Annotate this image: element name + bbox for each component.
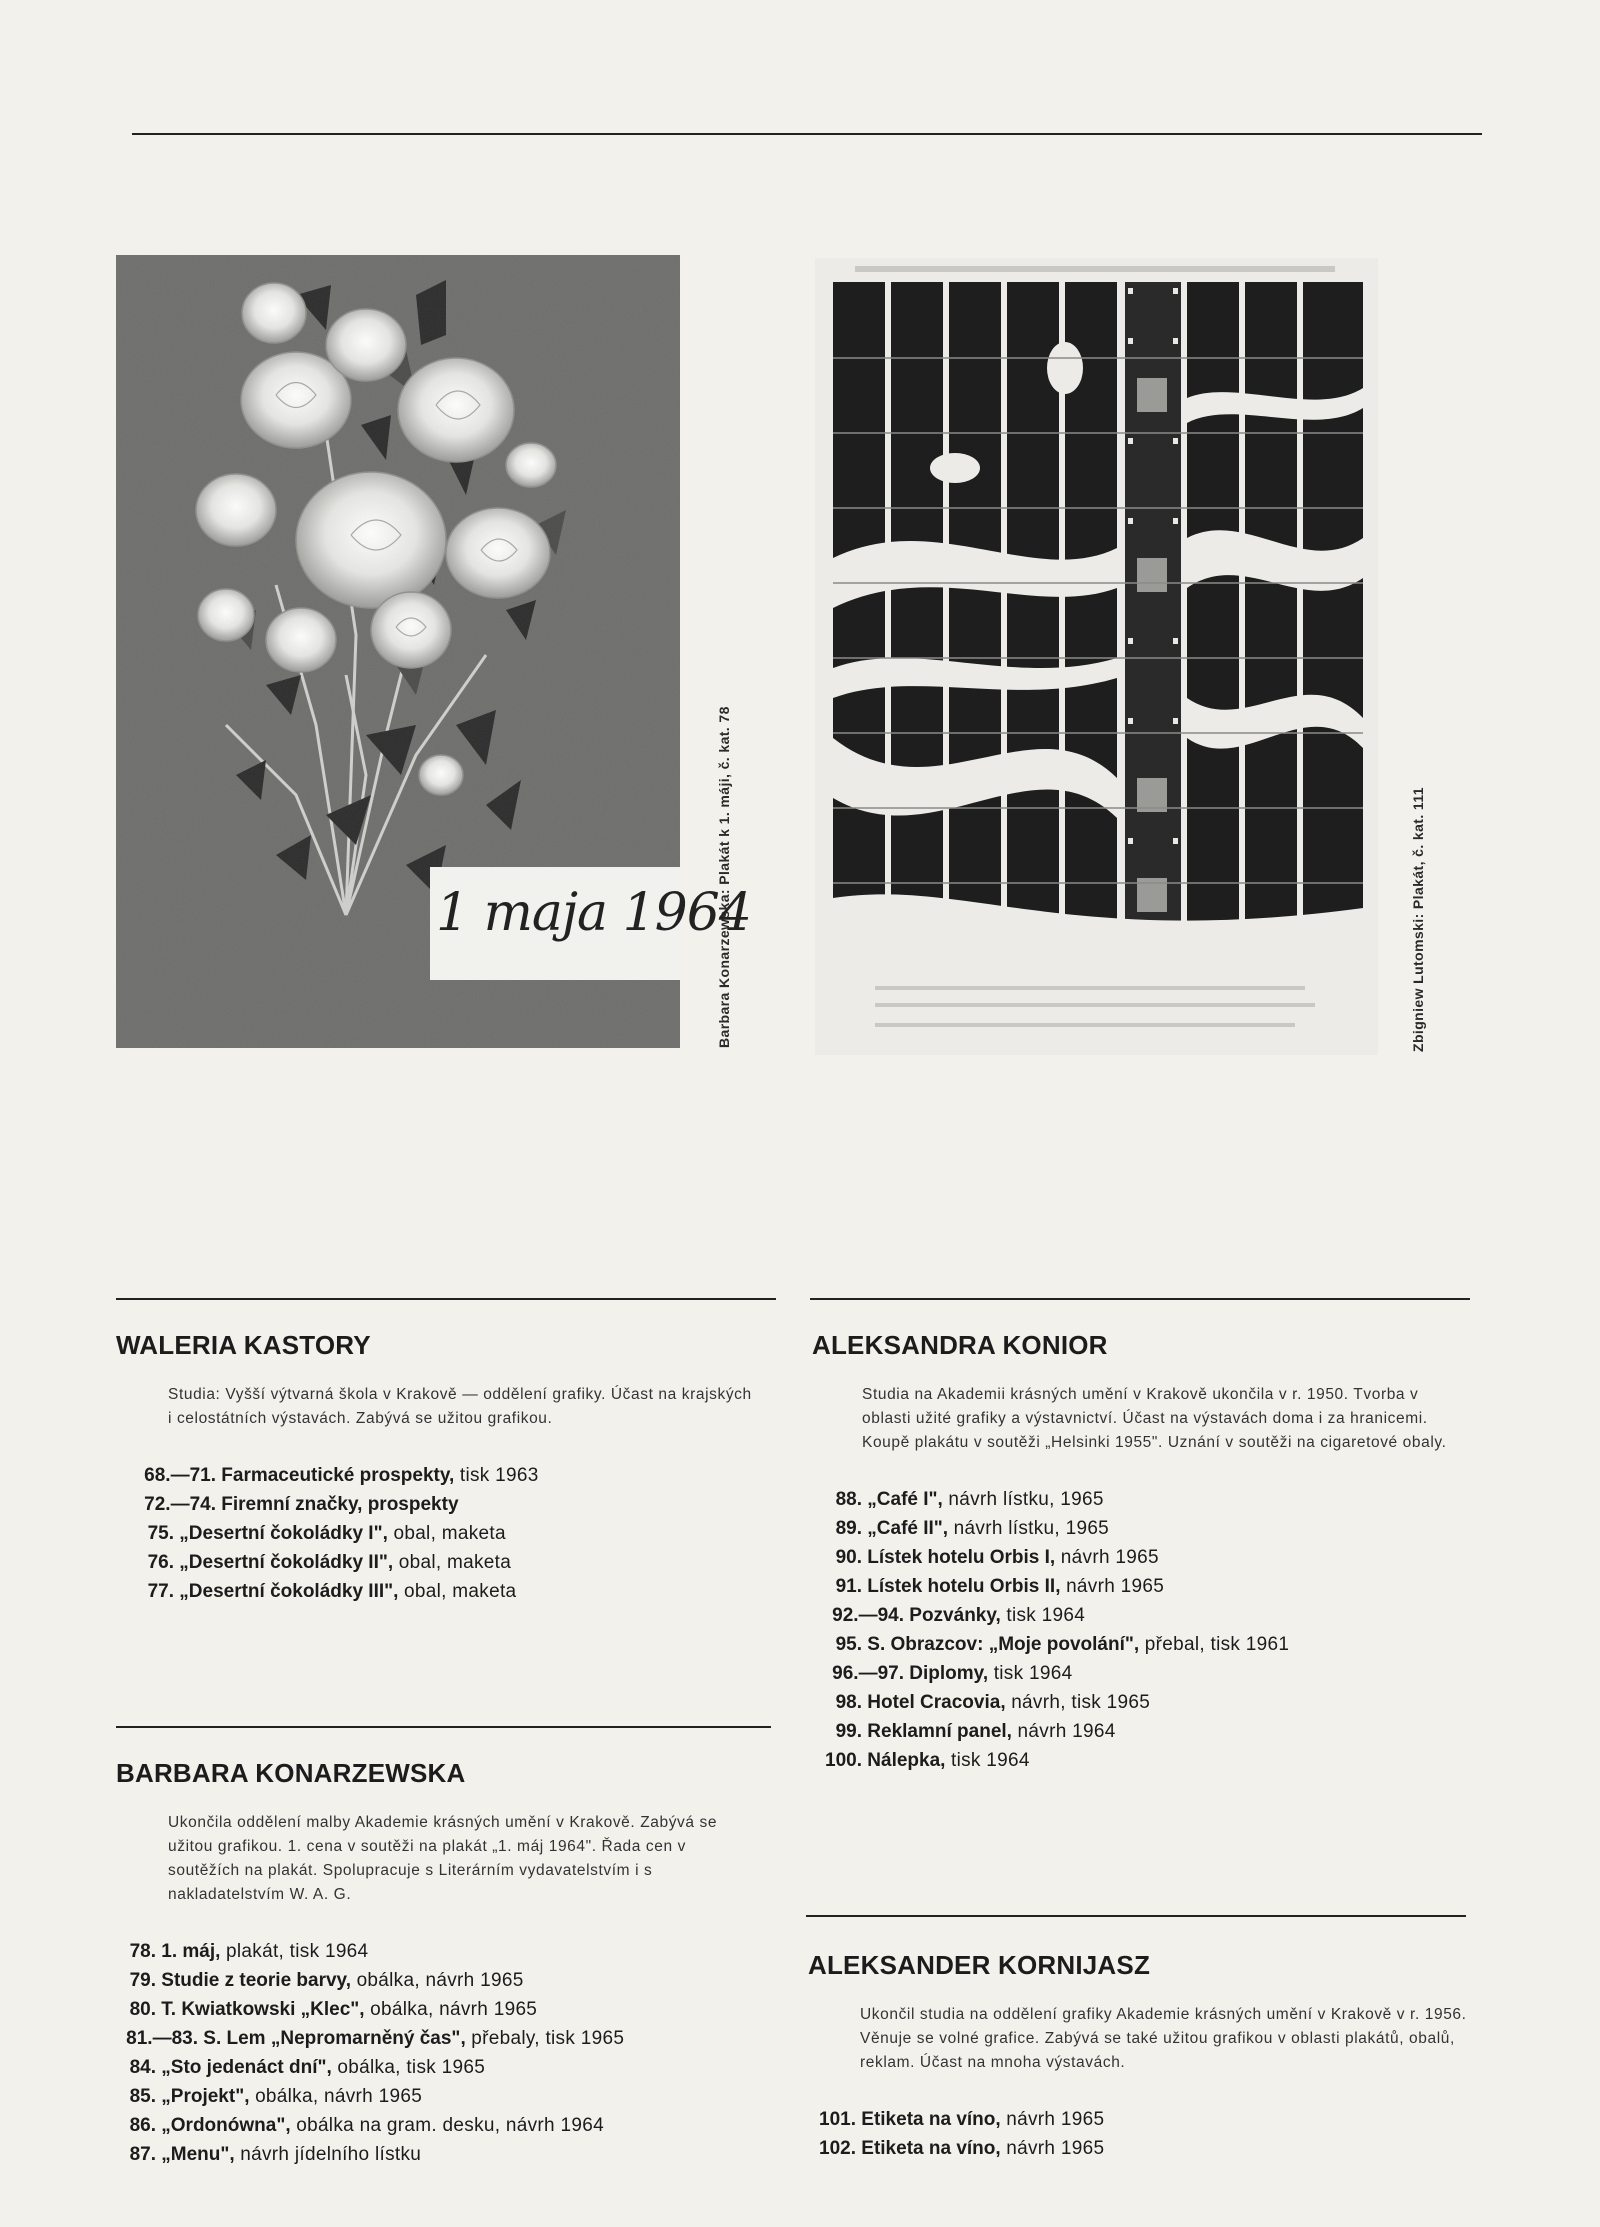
artist-bio: Studia: Vyšší výtvarná škola v Krakově — oddělení grafiky. Účast na krajských i celostátních výstavách. Zabývá se užitou grafikou. bbox=[168, 1386, 752, 1427]
item-number: 75. bbox=[147, 1523, 174, 1544]
artist-bio: Ukončil studia na oddělení grafiky Akademie krásných umění v Krakově v r. 1956. Věnuje se volné grafice. Zabývá se také užitou grafikou v oblasti plakátů, obalů, reklam. Účast na mnoha výstavách. bbox=[860, 2006, 1467, 2071]
item-title: Etiketa na víno, bbox=[861, 2109, 1001, 2130]
item-title: „Projekt", bbox=[161, 2086, 250, 2107]
item-detail: obálka, návrh 1965 bbox=[364, 1999, 538, 2020]
list-item bbox=[116, 2024, 776, 2053]
item-detail: obálka, návrh 1965 bbox=[249, 2086, 423, 2107]
item-number: 95. bbox=[835, 1634, 862, 1655]
item-title: Farmaceutické prospekty, bbox=[221, 1465, 455, 1486]
item-number: 68.—71. bbox=[144, 1465, 216, 1486]
item-title: S. Lem „Nepromarněný čas", bbox=[203, 2028, 466, 2049]
rule-kornijasz bbox=[806, 1915, 1466, 1917]
item-number: 100. bbox=[825, 1750, 862, 1771]
artist-name: BARBARA KONARZEWSKA bbox=[116, 1758, 466, 1788]
caption-left-poster: Barbara Konarzewska: Plakát k 1. máji, č. kat. 78 bbox=[716, 706, 732, 1048]
list-item bbox=[116, 1548, 776, 1577]
item-number: 102. bbox=[819, 2138, 856, 2159]
list-item bbox=[822, 1688, 1472, 1717]
item-title: „Café II", bbox=[867, 1518, 949, 1539]
list-item bbox=[116, 2053, 776, 2082]
catalogue-list bbox=[808, 2105, 1468, 2163]
artist-name: ALEKSANDRA KONIOR bbox=[812, 1330, 1108, 1360]
top-rule bbox=[132, 133, 1482, 135]
list-item bbox=[822, 1746, 1472, 1775]
item-detail: přebal, tisk 1961 bbox=[1139, 1634, 1290, 1655]
item-number: 92.—94. bbox=[832, 1605, 904, 1626]
list-item bbox=[822, 1485, 1472, 1514]
item-title: T. Kwiatkowski „Klec", bbox=[161, 1999, 365, 2020]
item-detail: tisk 1964 bbox=[988, 1663, 1073, 1684]
item-number: 76. bbox=[147, 1552, 174, 1573]
rule-kastory bbox=[116, 1298, 776, 1300]
item-detail: obal, maketa bbox=[393, 1552, 512, 1573]
list-item bbox=[808, 2105, 1468, 2134]
rule-konior bbox=[810, 1298, 1470, 1300]
item-number: 80. bbox=[129, 1999, 156, 2020]
list-item bbox=[822, 1543, 1472, 1572]
list-item bbox=[822, 1630, 1472, 1659]
item-detail: obálka, tisk 1965 bbox=[331, 2057, 486, 2078]
item-title: Nálepka, bbox=[867, 1750, 946, 1771]
artist-name: WALERIA KASTORY bbox=[116, 1330, 371, 1360]
item-number: 81.—83. bbox=[126, 2028, 198, 2049]
item-number: 85. bbox=[129, 2086, 156, 2107]
list-item bbox=[116, 1490, 776, 1519]
film-strip-illustration bbox=[815, 258, 1378, 1055]
item-title: „Sto jedenáct dní", bbox=[161, 2057, 332, 2078]
catalogue-list bbox=[116, 1937, 776, 2169]
list-item bbox=[822, 1601, 1472, 1630]
item-number: 86. bbox=[129, 2115, 156, 2136]
item-number: 84. bbox=[129, 2057, 156, 2078]
item-detail: návrh, tisk 1965 bbox=[1005, 1692, 1151, 1713]
item-number: 79. bbox=[129, 1970, 156, 1991]
item-title: S. Obrazcov: „Moje povolání", bbox=[867, 1634, 1140, 1655]
artist-name: ALEKSANDER KORNIJASZ bbox=[808, 1950, 1151, 1980]
item-detail: obálka na gram. desku, návrh 1964 bbox=[290, 2115, 604, 2136]
list-item bbox=[116, 1577, 776, 1606]
item-title: „Menu", bbox=[161, 2144, 235, 2165]
item-detail: návrh 1965 bbox=[1055, 1547, 1159, 1568]
section-kastory bbox=[116, 1330, 776, 1606]
item-title: Lístek hotelu Orbis II, bbox=[867, 1576, 1061, 1597]
item-title: „Desertní čokoládky II", bbox=[179, 1552, 394, 1573]
item-detail: obal, maketa bbox=[398, 1581, 517, 1602]
item-title: „Ordonówna", bbox=[161, 2115, 291, 2136]
list-item bbox=[822, 1717, 1472, 1746]
item-number: 72.—74. bbox=[144, 1494, 216, 1515]
item-title: „Desertní čokoládky III", bbox=[179, 1581, 399, 1602]
rule-konarzewska bbox=[116, 1726, 771, 1728]
item-detail: návrh lístku, 1965 bbox=[942, 1489, 1104, 1510]
item-detail: plakát, tisk 1964 bbox=[220, 1941, 369, 1962]
section-konior bbox=[812, 1330, 1472, 1775]
item-title: Reklamní panel, bbox=[867, 1721, 1012, 1742]
item-number: 96.—97. bbox=[832, 1663, 904, 1684]
item-detail: návrh lístku, 1965 bbox=[948, 1518, 1110, 1539]
item-title: Studie z teorie barvy, bbox=[161, 1970, 351, 1991]
artist-bio: Studia na Akademii krásných umění v Krakově ukončila v r. 1950. Tvorba v oblasti užité grafiky a výstavnictví. Účast na výstavách doma i za hranicemi. Koupě plakátu v soutěži „Helsinki 1955". Uznání v soutěži na cigaretové obaly. bbox=[862, 1386, 1447, 1451]
catalogue-list bbox=[116, 1461, 776, 1606]
section-konarzewska bbox=[116, 1758, 776, 2169]
list-item bbox=[822, 1572, 1472, 1601]
item-detail: návrh 1965 bbox=[1000, 2138, 1105, 2159]
item-detail: návrh 1964 bbox=[1011, 1721, 1116, 1742]
item-number: 87. bbox=[129, 2144, 156, 2165]
item-detail: tisk 1963 bbox=[454, 1465, 539, 1486]
list-item bbox=[116, 1995, 776, 2024]
list-item bbox=[116, 1461, 776, 1490]
item-number: 89. bbox=[835, 1518, 862, 1539]
section-kornijasz bbox=[808, 1950, 1468, 2163]
item-detail: tisk 1964 bbox=[1000, 1605, 1086, 1626]
poster-film-grid bbox=[815, 258, 1378, 1055]
item-title: „Café I", bbox=[867, 1489, 943, 1510]
item-detail: návrh 1965 bbox=[1060, 1576, 1165, 1597]
caption-right-poster: Zbigniew Lutomski: Plakát, č. kat. 111 bbox=[1410, 787, 1426, 1052]
list-item bbox=[116, 1966, 776, 1995]
catalogue-list bbox=[822, 1485, 1472, 1775]
item-title: Lístek hotelu Orbis I, bbox=[867, 1547, 1056, 1568]
item-number: 78. bbox=[129, 1941, 156, 1962]
item-number: 101. bbox=[819, 2109, 856, 2130]
list-item bbox=[822, 1514, 1472, 1543]
item-number: 77. bbox=[147, 1581, 174, 1602]
item-number: 90. bbox=[835, 1547, 862, 1568]
item-detail: návrh jídelního lístku bbox=[234, 2144, 422, 2165]
item-detail: obálka, návrh 1965 bbox=[350, 1970, 524, 1991]
item-title: 1. máj, bbox=[161, 1941, 221, 1962]
list-item bbox=[116, 2111, 776, 2140]
item-title: Pozvánky, bbox=[909, 1605, 1001, 1626]
artist-bio: Ukončila oddělení malby Akademie krásných umění v Krakově. Zabývá se užitou grafikou. 1. cena v soutěži na plakát „1. máj 1964". Řada cen v soutěžích na plakát. Spolupracuje s Literárním vydavatelstvím i s nakladatelstvím W. A. G. bbox=[168, 1814, 718, 1903]
item-detail: přebaly, tisk 1965 bbox=[465, 2028, 625, 2049]
list-item bbox=[116, 2082, 776, 2111]
list-item bbox=[116, 1937, 776, 1966]
item-title: Etiketa na víno, bbox=[861, 2138, 1001, 2159]
item-detail: návrh 1965 bbox=[1000, 2109, 1105, 2130]
item-title: „Desertní čokoládky I", bbox=[179, 1523, 388, 1544]
list-item bbox=[116, 2140, 776, 2169]
list-item bbox=[822, 1659, 1472, 1688]
item-title: Hotel Cracovia, bbox=[867, 1692, 1006, 1713]
poster-slogan: 1 maja 1964 bbox=[436, 883, 751, 943]
item-title: Firemní značky, prospekty bbox=[221, 1494, 459, 1515]
item-detail: obal, maketa bbox=[387, 1523, 506, 1544]
item-title: Diplomy, bbox=[909, 1663, 989, 1684]
item-detail: tisk 1964 bbox=[945, 1750, 1030, 1771]
item-number: 99. bbox=[835, 1721, 862, 1742]
item-number: 91. bbox=[835, 1576, 862, 1597]
list-item bbox=[808, 2134, 1468, 2163]
item-number: 98. bbox=[835, 1692, 862, 1713]
list-item bbox=[116, 1519, 776, 1548]
item-number: 88. bbox=[835, 1489, 862, 1510]
